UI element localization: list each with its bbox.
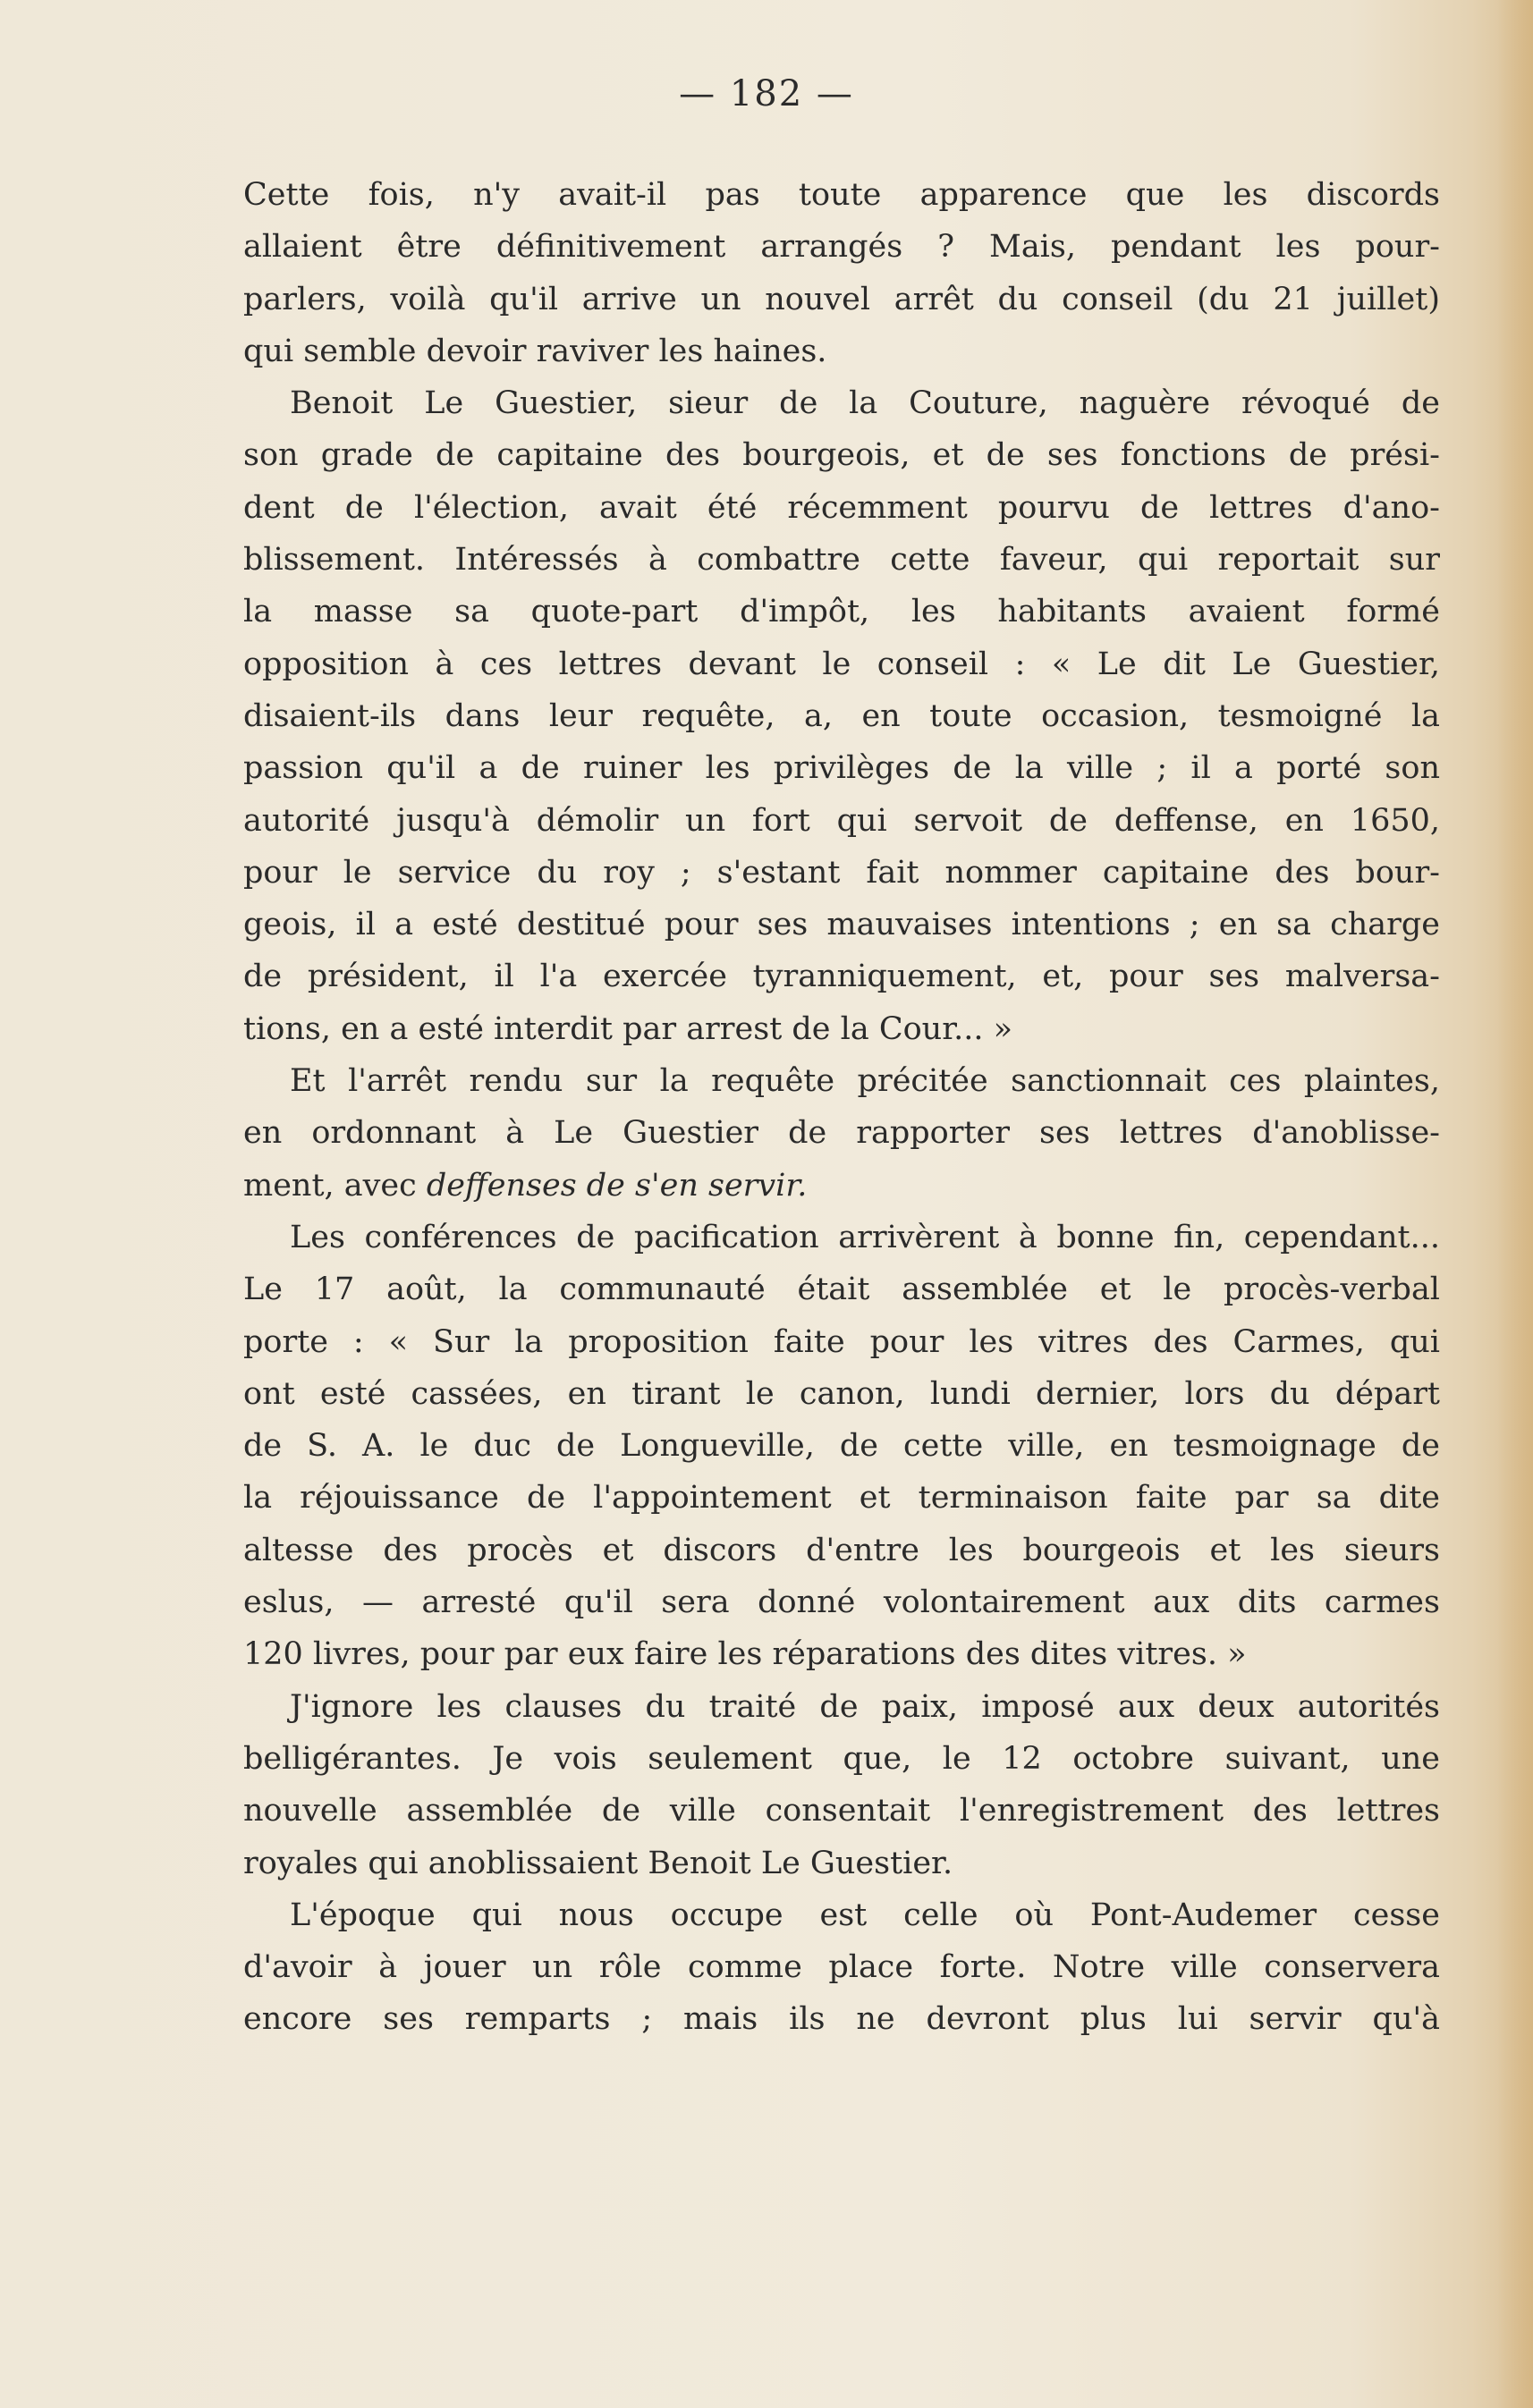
- text-line: en ordonnant à Le Guestier de rapporter ses lettres d'anoblisse-: [243, 1115, 1440, 1152]
- text-line: de S. A. le duc de Longueville, de cette ville, en tesmoignage de: [243, 1428, 1440, 1465]
- text-line: opposition à ces lettres devant le conseil : « Le dit Le Guestier,: [243, 646, 1440, 682]
- text-line: Cette fois, n'y avait-il pas toute apparence que les discords: [243, 177, 1440, 213]
- text-line: son grade de capitaine des bourgeois, et de ses fonctions de prési-: [243, 437, 1440, 474]
- text-run: ment, avec: [243, 1167, 427, 1204]
- text-line: Les conférences de pacification arrivèrent à bonne fin, cependant...: [290, 1219, 1440, 1255]
- text-line: tions, en a esté interdit par arrest de la Cour... »: [243, 1010, 1013, 1047]
- page-edge-shadow: [1497, 0, 1533, 2408]
- text-line: blissement. Intéressés à combattre cette faveur, qui reportait sur: [243, 542, 1440, 579]
- text-line: L'époque qui nous occupe est celle où Pont-Audemer cesse: [290, 1897, 1440, 1933]
- text-line: eslus, — arresté qu'il sera donné volontairement aux dits carmes: [243, 1584, 1440, 1621]
- text-line: altesse des procès et discors d'entre les bourgeois et les sieurs: [243, 1532, 1440, 1568]
- text-line: la réjouissance de l'appointement et terminaison faite par sa dite: [243, 1480, 1440, 1517]
- text-line: disaient-ils dans leur requête, a, en toute occasion, tesmoigné la: [243, 697, 1440, 734]
- text-line: encore ses remparts ; mais ils ne devront plus lui servir qu'à: [243, 2001, 1440, 2038]
- page-number: — 182 —: [679, 73, 854, 114]
- text-line: Benoit Le Guestier, sieur de la Couture, naguère révoqué de: [290, 385, 1440, 422]
- text-line: Et l'arrêt rendu sur la requête précitée sanctionnait ces plaintes,: [290, 1063, 1440, 1100]
- text-line: Le 17 août, la communauté était assemblée et le procès-verbal: [243, 1272, 1440, 1308]
- italic-run: deffenses de s'en servir.: [426, 1167, 808, 1204]
- text-line: pour le service du roy ; s'estant fait nommer capitaine des bour-: [243, 854, 1440, 891]
- text-line: 120 livres, pour par eux faire les réparations des dites vitres. »: [243, 1636, 1247, 1673]
- text-line: la masse sa quote-part d'impôt, les habitants avaient formé: [243, 594, 1440, 630]
- text-line: dent de l'élection, avait été récemment pourvu de lettres d'ano-: [243, 489, 1440, 526]
- text-line: belligérantes. Je vois seulement que, le 12 octobre suivant, une: [243, 1740, 1440, 1777]
- text-line: ont esté cassées, en tirant le canon, lundi dernier, lors du départ: [243, 1375, 1440, 1412]
- text-line: allaient être définitivement arrangés ? Mais, pendant les pour-: [243, 229, 1440, 266]
- text-line: qui semble devoir raviver les haines.: [243, 333, 827, 369]
- text-line: J'ignore les clauses du traité de paix, imposé aux deux autorités: [290, 1688, 1440, 1725]
- text-line: autorité jusqu'à démolir un fort qui servoit de deffense, en 1650,: [243, 802, 1440, 839]
- text-line: parlers, voilà qu'il arrive un nouvel arrêt du conseil (du 21 juillet): [243, 281, 1440, 317]
- text-line: [243, 1160, 1440, 1212]
- text-line: nouvelle assemblée de ville consentait l'enregistrement des lettres: [243, 1793, 1440, 1829]
- text-line: geois, il a esté destitué pour ses mauvaises intentions ; en sa charge: [243, 907, 1440, 943]
- text-line: porte : « Sur la proposition faite pour les vitres des Carmes, qui: [243, 1323, 1440, 1360]
- text-line: royales qui anoblissaient Benoit Le Guestier.: [243, 1845, 953, 1881]
- body-text: [243, 169, 1440, 2046]
- text-line: passion qu'il a de ruiner les privilèges de la ville ; il a porté son: [243, 750, 1440, 787]
- text-line: de président, il l'a exercée tyranniquement, et, pour ses malversa-: [243, 959, 1440, 995]
- text-line: d'avoir à jouer un rôle comme place forte. Notre ville conservera: [243, 1949, 1440, 1986]
